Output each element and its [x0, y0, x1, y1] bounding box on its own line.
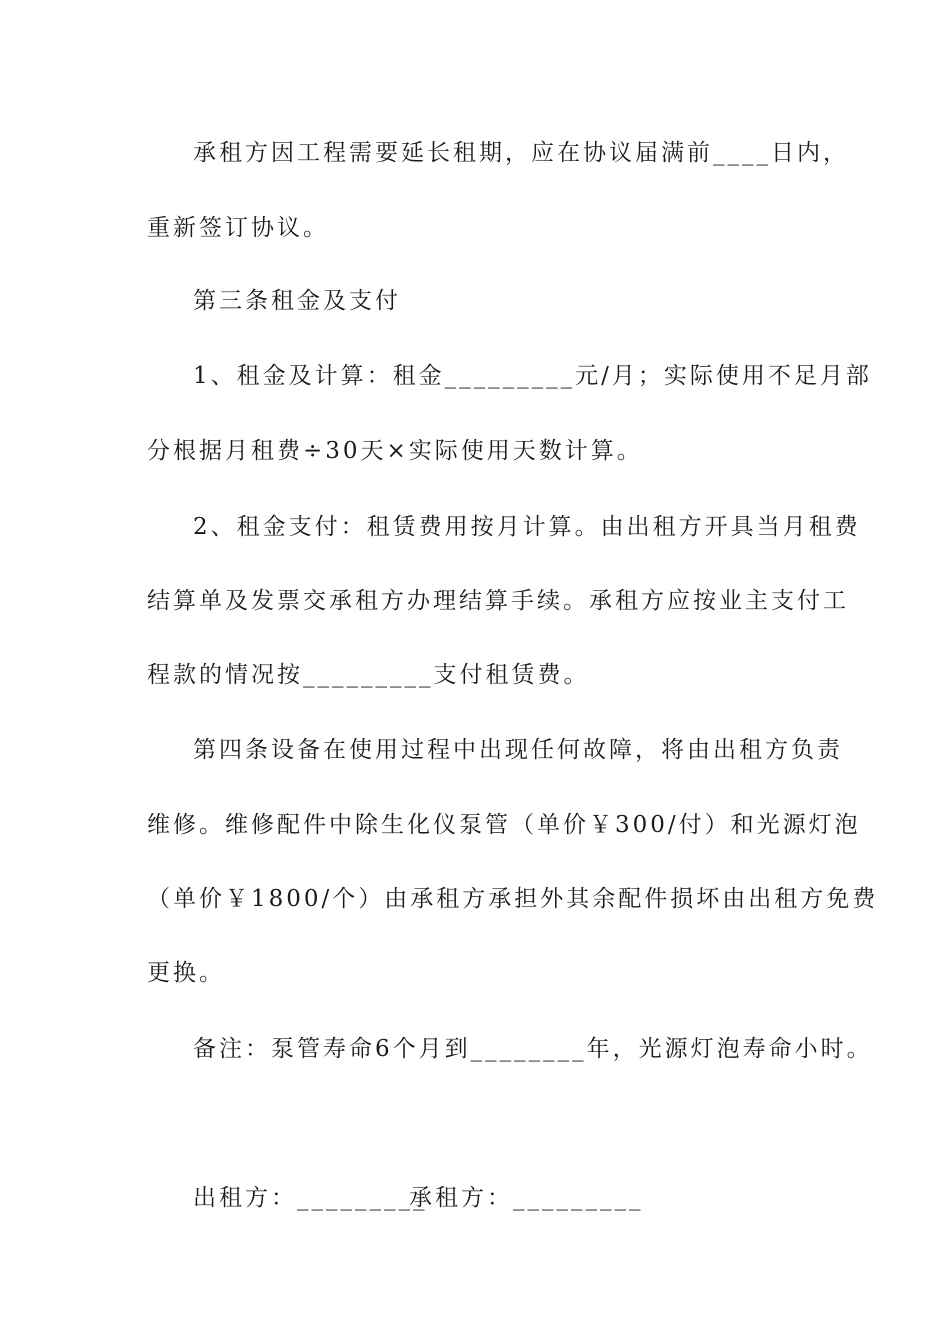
section-article-4-line-4: 更换。 — [147, 960, 225, 986]
paragraph-rent-payment-line-3: 程款的情况按_________支付租赁费。 — [147, 662, 590, 688]
signature-lessor: 出租方：_________ — [193, 1185, 428, 1211]
section-article-4-line-1: 第四条设备在使用过程中出现任何故障，将由出租方负责 — [193, 737, 843, 763]
paragraph-extension-line-2: 重新签订协议。 — [147, 215, 329, 241]
paragraph-rent-payment-line-1: 2、租金支付：租赁费用按月计算。由出租方开具当月租费 — [193, 514, 861, 540]
paragraph-extension-line-1: 承租方因工程需要延长租期，应在协议届满前____日内， — [193, 140, 849, 166]
paragraph-rent-payment-line-2: 结算单及发票交承租方办理结算手续。承租方应按业主支付工 — [147, 588, 849, 614]
section-heading-article-3: 第三条租金及支付 — [193, 288, 401, 314]
paragraph-rent-calc-line-1: 1、租金及计算：租金_________元/月；实际使用不足月部 — [193, 363, 872, 389]
remark-line: 备注：泵管寿命6个月到________年，光源灯泡寿命小时。 — [193, 1036, 873, 1062]
section-article-4-line-2: 维修。维修配件中除生化仪泵管（单价￥300/付）和光源灯泡 — [147, 812, 861, 838]
signature-lessee: 承租方：_________ — [409, 1185, 644, 1211]
paragraph-rent-calc-line-2: 分根据月租费÷30天×实际使用天数计算。 — [147, 438, 643, 464]
section-article-4-line-3: （单价￥1800/个）由承租方承担外其余配件损坏由出租方免费 — [147, 886, 879, 912]
